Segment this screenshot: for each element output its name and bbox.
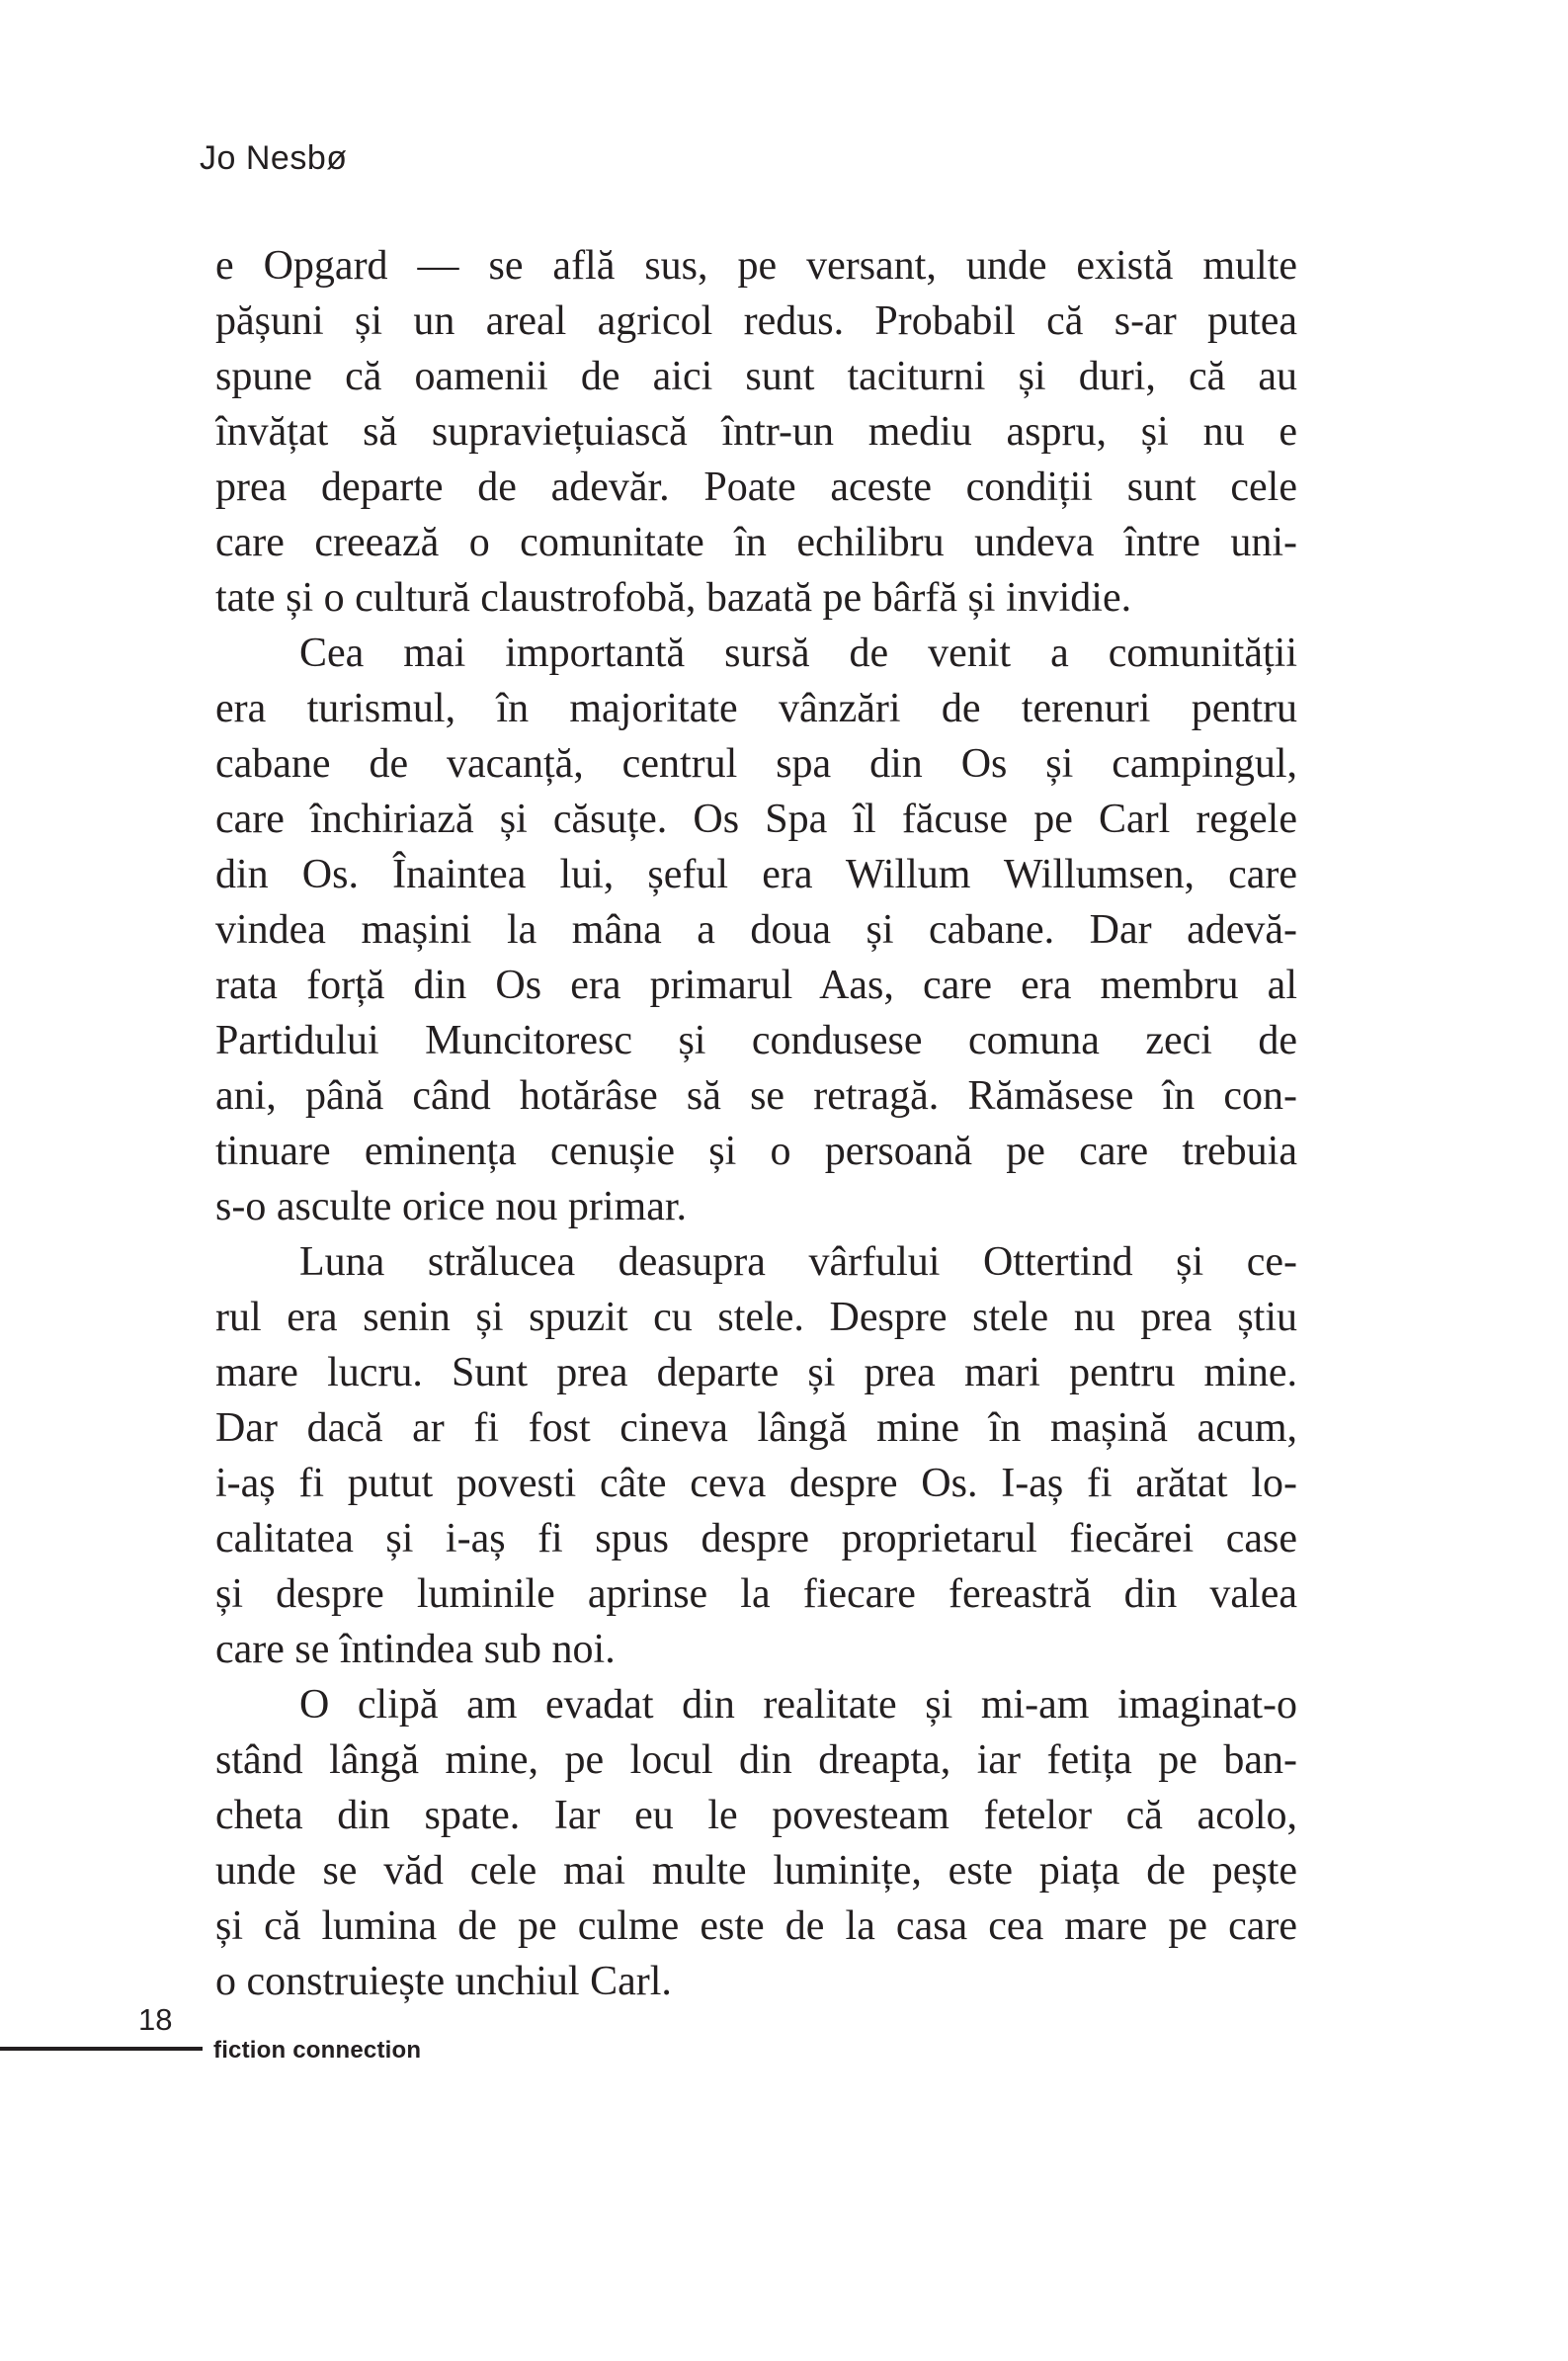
text-line: tate și o cultură claustrofobă, bazată pe bârfă și invidie. [215, 575, 1132, 621]
text-line: era turismul, în majoritate vânzări de terenuri pentru [215, 686, 1297, 731]
text-line: care se întindea sub noi. [215, 1627, 616, 1672]
text-line: și că lumina de pe culme este de la casa cea mare pe care [215, 1903, 1297, 1949]
text-line: rata forță din Os era primarul Aas, care era membru al [215, 963, 1297, 1008]
text-line: tinuare eminența cenușie și o persoană pe care trebuia [215, 1129, 1297, 1174]
text-line: Luna strălucea deasupra vârfului Ottertind și ce- [299, 1239, 1297, 1285]
text-line: învățat să supraviețuiască într-un mediu aspru, și nu e [215, 409, 1297, 455]
text-line: Dar dacă ar fi fost cineva lângă mine în mașină acum, [215, 1405, 1297, 1451]
text-line: O clipă am evadat din realitate și mi-am imaginat-o [299, 1682, 1297, 1728]
text-line: s-o asculte orice nou primar. [215, 1184, 688, 1229]
text-line: vindea mașini la mâna a doua și cabane. Dar adevă- [215, 907, 1297, 953]
text-line: care închiriază și căsuțe. Os Spa îl făcuse pe Carl regele [215, 797, 1297, 842]
text-line: care creează o comunitate în echilibru undeva între uni- [215, 520, 1297, 565]
text-line: spune că oamenii de aici sunt taciturni și duri, că au [215, 354, 1297, 399]
text-line: rul era senin și spuzit cu stele. Despre stele nu prea știu [215, 1295, 1297, 1340]
paragraph [215, 1234, 1297, 1677]
text-line: unde se văd cele mai multe luminițe, este piața de pește [215, 1848, 1297, 1894]
text-line: i-aș fi putut povesti câte ceva despre Os. I-aș fi arătat lo- [215, 1461, 1297, 1506]
footer-rule [0, 2047, 203, 2051]
text-line: Partidului Muncitoresc și condusese comuna zeci de [215, 1018, 1297, 1063]
page-number: 18 [138, 2002, 173, 2037]
text-line: și despre luminile aprinse la fiecare fereastră din valea [215, 1571, 1297, 1617]
paragraph [215, 626, 1297, 1234]
text-line: calitatea și i-aș fi spus despre proprietarul fiecărei case [215, 1516, 1297, 1561]
text-line: stând lângă mine, pe locul din dreapta, iar fetița pe ban- [215, 1737, 1297, 1783]
text-line: pășuni și un areal agricol redus. Probabil că s-ar putea [215, 298, 1297, 344]
text-line: cabane de vacanță, centrul spa din Os și campingul, [215, 741, 1297, 787]
text-line: din Os. Înaintea lui, șeful era Willum Willumsen, care [215, 852, 1297, 897]
text-line: Cea mai importantă sursă de venit a comunității [299, 631, 1297, 676]
text-line: ani, până când hotărâse să se retragă. Rămăsese în con- [215, 1073, 1297, 1119]
paragraph [215, 238, 1297, 626]
text-line: e Opgard — se află sus, pe versant, unde există multe [215, 243, 1297, 289]
imprint-label: fiction connection [213, 2037, 422, 2064]
text-line: o construiește unchiul Carl. [215, 1959, 672, 2004]
text-line: cheta din spate. Iar eu le povesteam fetelor că acolo, [215, 1793, 1297, 1838]
text-line: prea departe de adevăr. Poate aceste condiții sunt cele [215, 464, 1297, 510]
text-line: mare lucru. Sunt prea departe și prea mari pentru mine. [215, 1350, 1297, 1395]
running-header-author: Jo Nesbø [200, 139, 348, 177]
body-text [215, 238, 1297, 2009]
paragraph [215, 1677, 1297, 2009]
